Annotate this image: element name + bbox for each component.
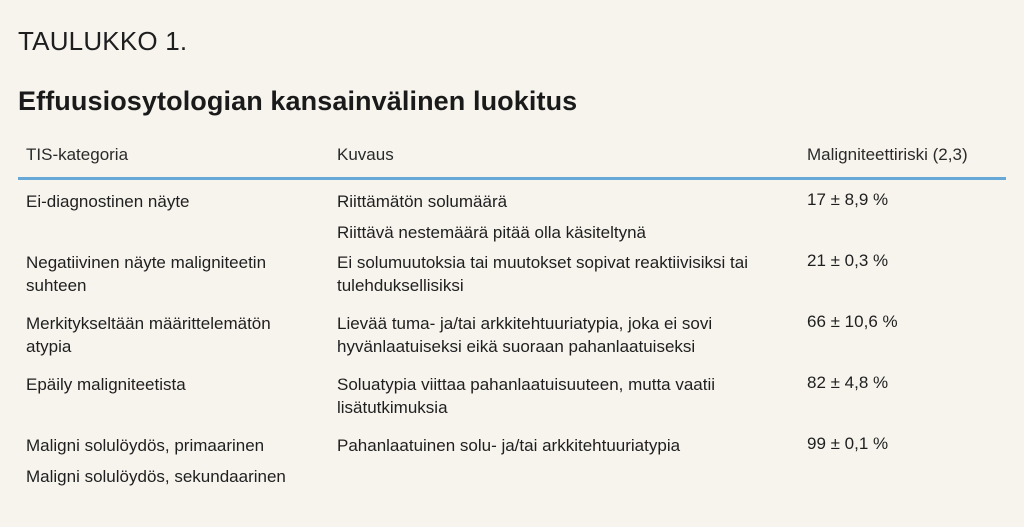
description-line: Lievää tuma- ja/tai arkkitehtuuriatypia, joka ei sovi: [337, 314, 713, 333]
risk-cell: 82 ± 4,8 %: [807, 373, 889, 392]
classification-table: [18, 145, 1006, 496]
category-line: Ei-diagnostinen näyte: [26, 192, 190, 211]
table-row: [18, 251, 1006, 312]
table-row: [18, 312, 1006, 373]
table-row: [18, 190, 1006, 251]
line-spacer: [337, 213, 807, 221]
category-line: Maligni solulöydös, sekundaarinen: [26, 467, 286, 486]
table-row: [18, 434, 1006, 496]
header-description: Kuvaus: [337, 145, 394, 164]
risk-cell: 17 ± 8,9 %: [807, 190, 889, 209]
description-cell: [337, 434, 807, 457]
header-risk: Maligniteettiriski (2,3): [807, 145, 968, 164]
header-category: TIS-kategoria: [26, 145, 129, 164]
category-cell: [18, 312, 337, 358]
risk-cell: 66 ± 10,6 %: [807, 312, 898, 331]
category-cell: [18, 251, 337, 297]
description-line: lisätutkimuksia: [337, 398, 448, 417]
description-cell: [337, 251, 807, 297]
category-line: Merkitykseltään määrittelemätön: [26, 314, 271, 333]
description-line: Riittämätön solumäärä: [337, 192, 508, 211]
description-line: Riittävä nestemäärä pitää olla käsiteltynä: [337, 223, 646, 242]
description-line: Pahanlaatuinen solu- ja/tai arkkitehtuuriatypia: [337, 436, 681, 455]
category-line: Negatiivinen näyte maligniteetin: [26, 253, 267, 272]
header-rule: [18, 177, 1006, 180]
description-cell: [337, 312, 807, 358]
description-line: Ei solumuutoksia tai muutokset sopivat reaktiivisiksi tai: [337, 253, 748, 272]
description-cell: [337, 190, 807, 244]
category-line: suhteen: [26, 276, 87, 295]
category-line: Maligni solulöydös, primaarinen: [26, 436, 265, 455]
line-spacer: [26, 457, 337, 465]
description-line: Soluatypia viittaa pahanlaatuisuuteen, mutta vaatii: [337, 375, 716, 394]
table-row: [18, 373, 1006, 434]
description-line: hyvänlaatuiseksi eikä suoraan pahanlaatuiseksi: [337, 337, 696, 356]
category-cell: [18, 434, 337, 488]
category-line: Epäily maligniteetista: [26, 375, 186, 394]
category-cell: [18, 190, 337, 213]
description-line: tulehduksellisiksi: [337, 276, 464, 295]
risk-cell: 99 ± 0,1 %: [807, 434, 889, 453]
category-line: atypia: [26, 337, 72, 356]
risk-cell: 21 ± 0,3 %: [807, 251, 889, 270]
table-label: TAULUKKO 1.: [18, 26, 188, 56]
category-cell: [18, 373, 337, 396]
description-cell: [337, 373, 807, 419]
table-header: [18, 145, 1006, 175]
table-title: Effuusiosytologian kansainvälinen luokitus: [18, 86, 578, 116]
